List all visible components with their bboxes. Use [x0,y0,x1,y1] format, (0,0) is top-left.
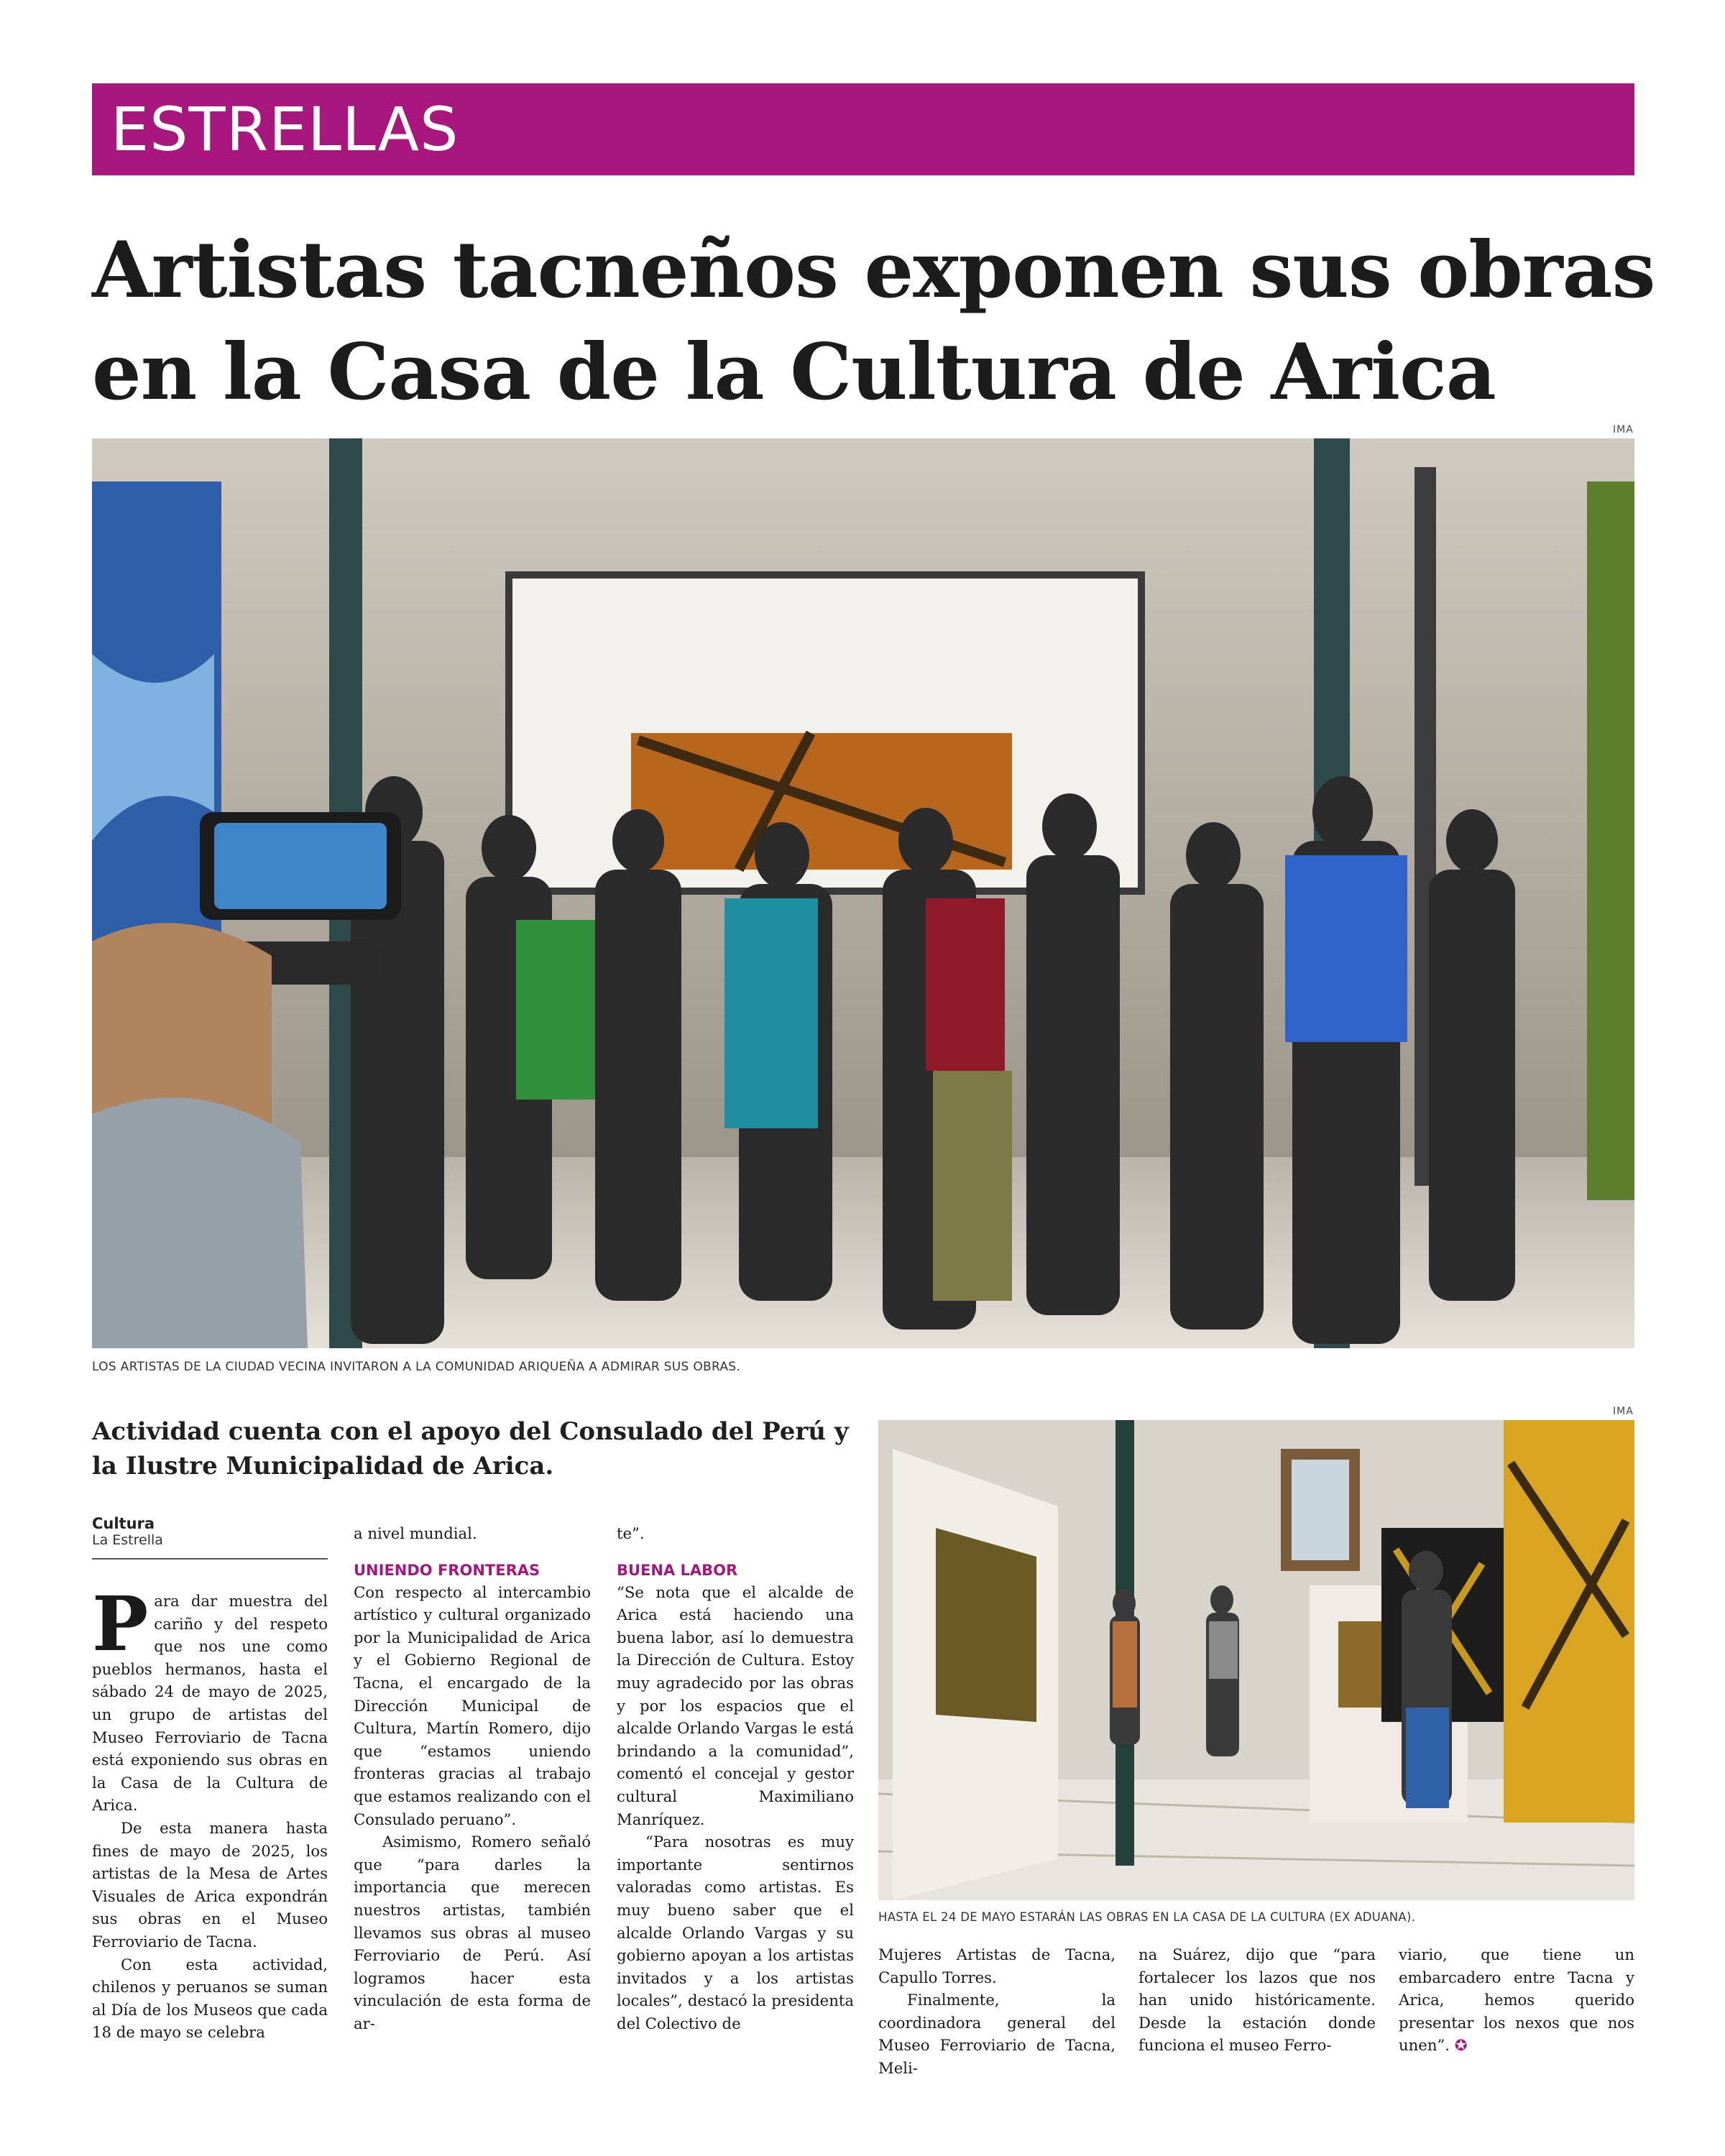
photo-credit-second: IMA [1613,1406,1634,1417]
col1-paragraph-3: Con esta actividad, chilenos y peruanos se suman al Día de los Museos que cada 18 de mayo se celebra [92,1955,328,2042]
col1-paragraph-2: De esta manera hasta fines de mayo de 2025, los artistas de la Mesa de Artes Visuales de Arica expondrán sus obras en el Museo Ferroviario de Tacna. [92,1818,328,1950]
article-column-1 [92,1580,328,2044]
col3-paragraph-2: “Para nosotras es muy importante sentirnos valoradas como artistas. Es muy bueno saber que el alcalde Orlando Vargas y su gobierno apoyan a los artistas invitados y a los artistas locales”, destacó la presidenta del Colectivo de [617,1833,854,2032]
col2-paragraph-1: Con respecto al intercambio artístico y cultural organizado por la Municipalidad de Arica y el Gobierno Regional de Tacna, el encargado de la Dirección Municipal de Cultura, Martín Romero, dijo que “estamos uniendo fronteras gracias al trabajo que estamos realizando con el Consulado peruano”. [354,1583,591,1828]
subhead-buena-labor: BUENA LABOR [617,1561,738,1579]
headline-line-1: Artistas tacneños exponen sus obras [92,225,1655,315]
end-mark-icon: ✪ [1454,2036,1468,2055]
article-column-4 [878,1943,1116,2080]
article-column-6 [1399,1943,1634,2057]
col4-paragraph-2: Finalmente, la coordinadora general del Museo Ferroviario de Tacna, Meli- [878,1991,1116,2077]
subhead-uniendo-fronteras: UNIENDO FRONTERAS [354,1561,540,1579]
article-column-5 [1138,1943,1376,2057]
photo-credit-main: IMA [1613,424,1634,436]
section-header [92,83,1634,175]
main-photo-illustration [92,438,1634,1348]
article-column-2 [354,1522,591,2035]
main-photo [92,438,1634,1348]
col2-paragraph-2: Asimismo, Romero señaló que “para darles la importancia que merecen nuestros artistas, también llevamos sus obras al museo Ferroviario de Perú. Así logramos hacer esta vinculación de esta forma de ar- [354,1833,591,2032]
article-column-3 [617,1522,854,2035]
col4-paragraph-1: Mujeres Artistas de Tacna, Capullo Torres. [878,1945,1116,1986]
caption-main: LOS ARTISTAS DE LA CIUDAD VECINA INVITARON A LA COMUNIDAD ARIQUEÑA A ADMIRAR SUS OBRAS. [92,1360,741,1374]
byline-source: La Estrella [92,1532,163,1548]
headline-line-2: en la Casa de la Cultura de Arica [92,327,1496,418]
second-photo-illustration [878,1420,1634,1900]
deck: Actividad cuenta con el apoyo del Consulado del Perú y la Ilustre Municipalidad de Arica. [92,1417,849,1480]
col6-paragraph-1: viario, que tiene un embarcadero entre Tacna y Arica, hemos querido presentar los nexos que nos unen”. [1399,1945,1634,2055]
caption-second: HASTA EL 24 DE MAYO ESTARÁN LAS OBRAS EN LA CASA DE LA CULTURA (EX ADUANA). [878,1910,1416,1924]
col1-paragraph-1: ara dar muestra del cariño y del respeto que nos une como pueblos hermanos, hasta el sábado 24 de mayo de 2025, un grupo de artistas del Museo Ferroviario de Tacna está exponiendo sus obras en la Casa de la Cultura de Arica. [92,1592,328,1815]
col3-paragraph-0: te”. [617,1524,645,1542]
byline-section: Cultura [92,1515,155,1532]
section-label: ESTRELLAS [111,94,459,165]
col3-paragraph-1: “Se nota que el alcalde de Arica está haciendo una buena labor, así lo demuestra la Dirección de Cultura. Estoy muy agradecido por las obras y por los espacios que el alcalde Orlando Vargas le está brindando a la comunidad”, comentó el concejal y gestor cultural Maximiliano Manríquez. [617,1583,854,1828]
col5-paragraph-1: na Suárez, dijo que “para fortalecer los lazos que nos han unido históricamente. Desde la estación donde funciona el museo Ferro- [1138,1945,1376,2055]
byline-rule [92,1558,328,1560]
second-photo [878,1420,1634,1900]
byline [92,1515,328,1560]
headline [92,219,1655,423]
dropcap: P [92,1580,149,1668]
col2-paragraph-0: a nivel mundial. [354,1524,477,1542]
